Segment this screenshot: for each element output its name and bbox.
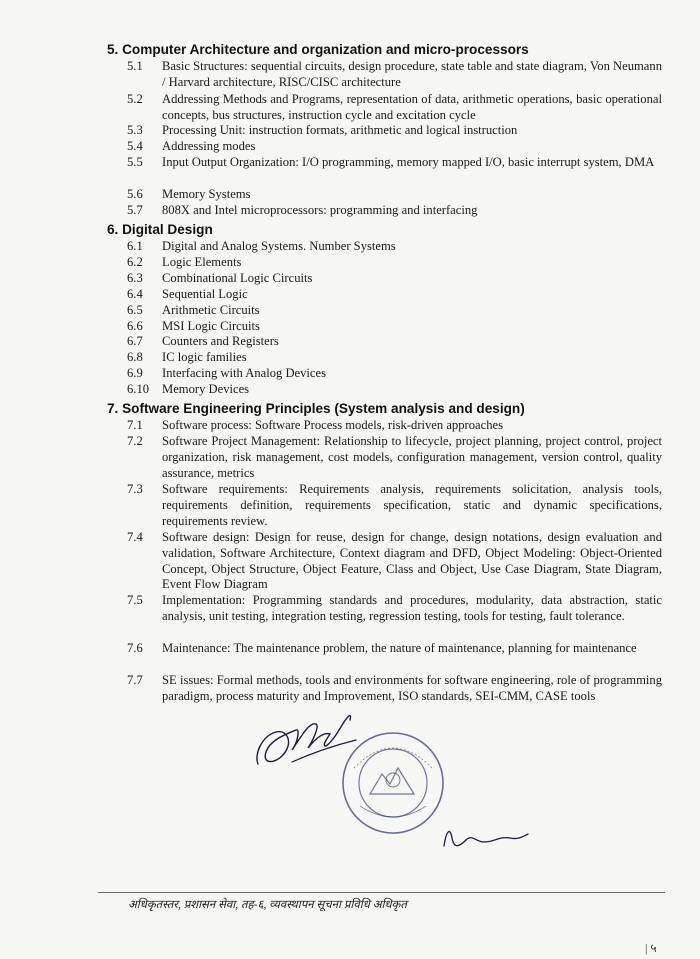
item-text: IC logic families bbox=[162, 350, 247, 364]
item-number: 5.6 bbox=[127, 187, 143, 201]
item-number: 6.7 bbox=[127, 334, 143, 348]
item-number: 6.4 bbox=[127, 287, 143, 301]
item-text: Memory Systems bbox=[162, 187, 251, 201]
item-number: 5.5 bbox=[127, 155, 143, 169]
item-text: Processing Unit: instruction formats, arithmetic and logical instruction bbox=[162, 123, 518, 137]
item-number: 7.3 bbox=[127, 482, 143, 496]
footer-divider bbox=[98, 892, 665, 893]
item-text: Software process: Software Process models, risk-driven approaches bbox=[162, 418, 503, 432]
item-number: 5.4 bbox=[127, 139, 143, 153]
item-number: 7.2 bbox=[127, 434, 143, 448]
item-text: Software Project Management: Relationship to lifecycle, project planning, project control, project organization, risk management, cost models, configuration management, version control, quality assurance, metrics bbox=[162, 434, 662, 480]
item-number: 6.3 bbox=[127, 271, 143, 285]
item-text: 808X and Intel microprocessors: programming and interfacing bbox=[162, 203, 478, 217]
item-number: 5.3 bbox=[127, 123, 143, 137]
item-number: 6.10 bbox=[127, 382, 150, 396]
signature-icon bbox=[440, 818, 530, 858]
item-text: Input Output Organization: I/O programming, memory mapped I/O, basic interrupt system, DMA bbox=[162, 155, 655, 169]
item-number: 6.2 bbox=[127, 255, 143, 269]
official-seal-icon bbox=[338, 728, 448, 838]
item-text: Basic Structures: sequential circuits, design procedure, state table and state diagram, Von Neumann / Harvard architecture, RISC/CISC architecture bbox=[162, 59, 662, 89]
item-number: 7.7 bbox=[127, 673, 143, 687]
item-text: Memory Devices bbox=[162, 382, 250, 396]
item-number: 6.9 bbox=[127, 366, 143, 380]
item-number: 7.5 bbox=[127, 593, 143, 607]
item-number: 5.1 bbox=[127, 59, 143, 73]
page-number: | ५ bbox=[645, 941, 657, 955]
item-text: Maintenance: The maintenance problem, the nature of maintenance, planning for maintenance bbox=[162, 641, 637, 655]
item-text: Interfacing with Analog Devices bbox=[162, 366, 327, 380]
section-title: 5. Computer Architecture and organization and micro-processors bbox=[107, 42, 529, 57]
item-text: SE issues: Formal methods, tools and environments for software engineering, role of programming paradigm, process maturity and Improvement, ISO standards, SEI-CMM, CASE tools bbox=[162, 673, 662, 703]
item-number: 7.6 bbox=[127, 641, 143, 655]
item-number: 5.7 bbox=[127, 203, 143, 217]
item-number: 5.2 bbox=[127, 92, 143, 106]
item-text: Addressing modes bbox=[162, 139, 256, 153]
item-text: Combinational Logic Circuits bbox=[162, 271, 313, 285]
item-text: Counters and Registers bbox=[162, 334, 279, 348]
item-text: Implementation: Programming standards and procedures, modularity, data abstraction, static analysis, unit testing, integration testing, regression testing, tools for testing, fault tolerance. bbox=[162, 593, 662, 623]
section-title: 7. Software Engineering Principles (System analysis and design) bbox=[107, 401, 525, 416]
item-text: Addressing Methods and Programs, representation of data, arithmetic operations, basic operational concepts, bus structures, instruction cycle and excitation cycle bbox=[162, 92, 662, 122]
item-text: Sequential Logic bbox=[162, 287, 248, 301]
item-number: 6.8 bbox=[127, 350, 143, 364]
item-text: Logic Elements bbox=[162, 255, 242, 269]
item-text: MSI Logic Circuits bbox=[162, 319, 260, 333]
item-number: 6.1 bbox=[127, 239, 143, 253]
item-number: 6.6 bbox=[127, 319, 143, 333]
item-number: 7.1 bbox=[127, 418, 143, 432]
item-number: 7.4 bbox=[127, 530, 143, 544]
footer-text: अधिकृतस्तर, प्रशासन सेवा, तह-६, व्यवस्थापन सूचना प्रविधि अधिकृत bbox=[128, 899, 407, 911]
item-text: Software design: Design for reuse, design for change, design notations, design evaluation and validation, Software Architecture, Context diagram and DFD, Object Modeling: Object-Oriented Concept, Object Structure, Object Feature, Class and Object, Use Case Diagram, State Diagram, Event Flow Diagram bbox=[162, 530, 662, 592]
item-text: Software requirements: Requirements analysis, requirements solicitation, analysis tools, requirements definition, requirements specification, static and dynamic specifications, requirements review. bbox=[162, 482, 662, 528]
item-text: Arithmetic Circuits bbox=[162, 303, 260, 317]
section-title: 6. Digital Design bbox=[107, 222, 213, 237]
item-text: Digital and Analog Systems. Number Systems bbox=[162, 239, 396, 253]
item-number: 6.5 bbox=[127, 303, 143, 317]
